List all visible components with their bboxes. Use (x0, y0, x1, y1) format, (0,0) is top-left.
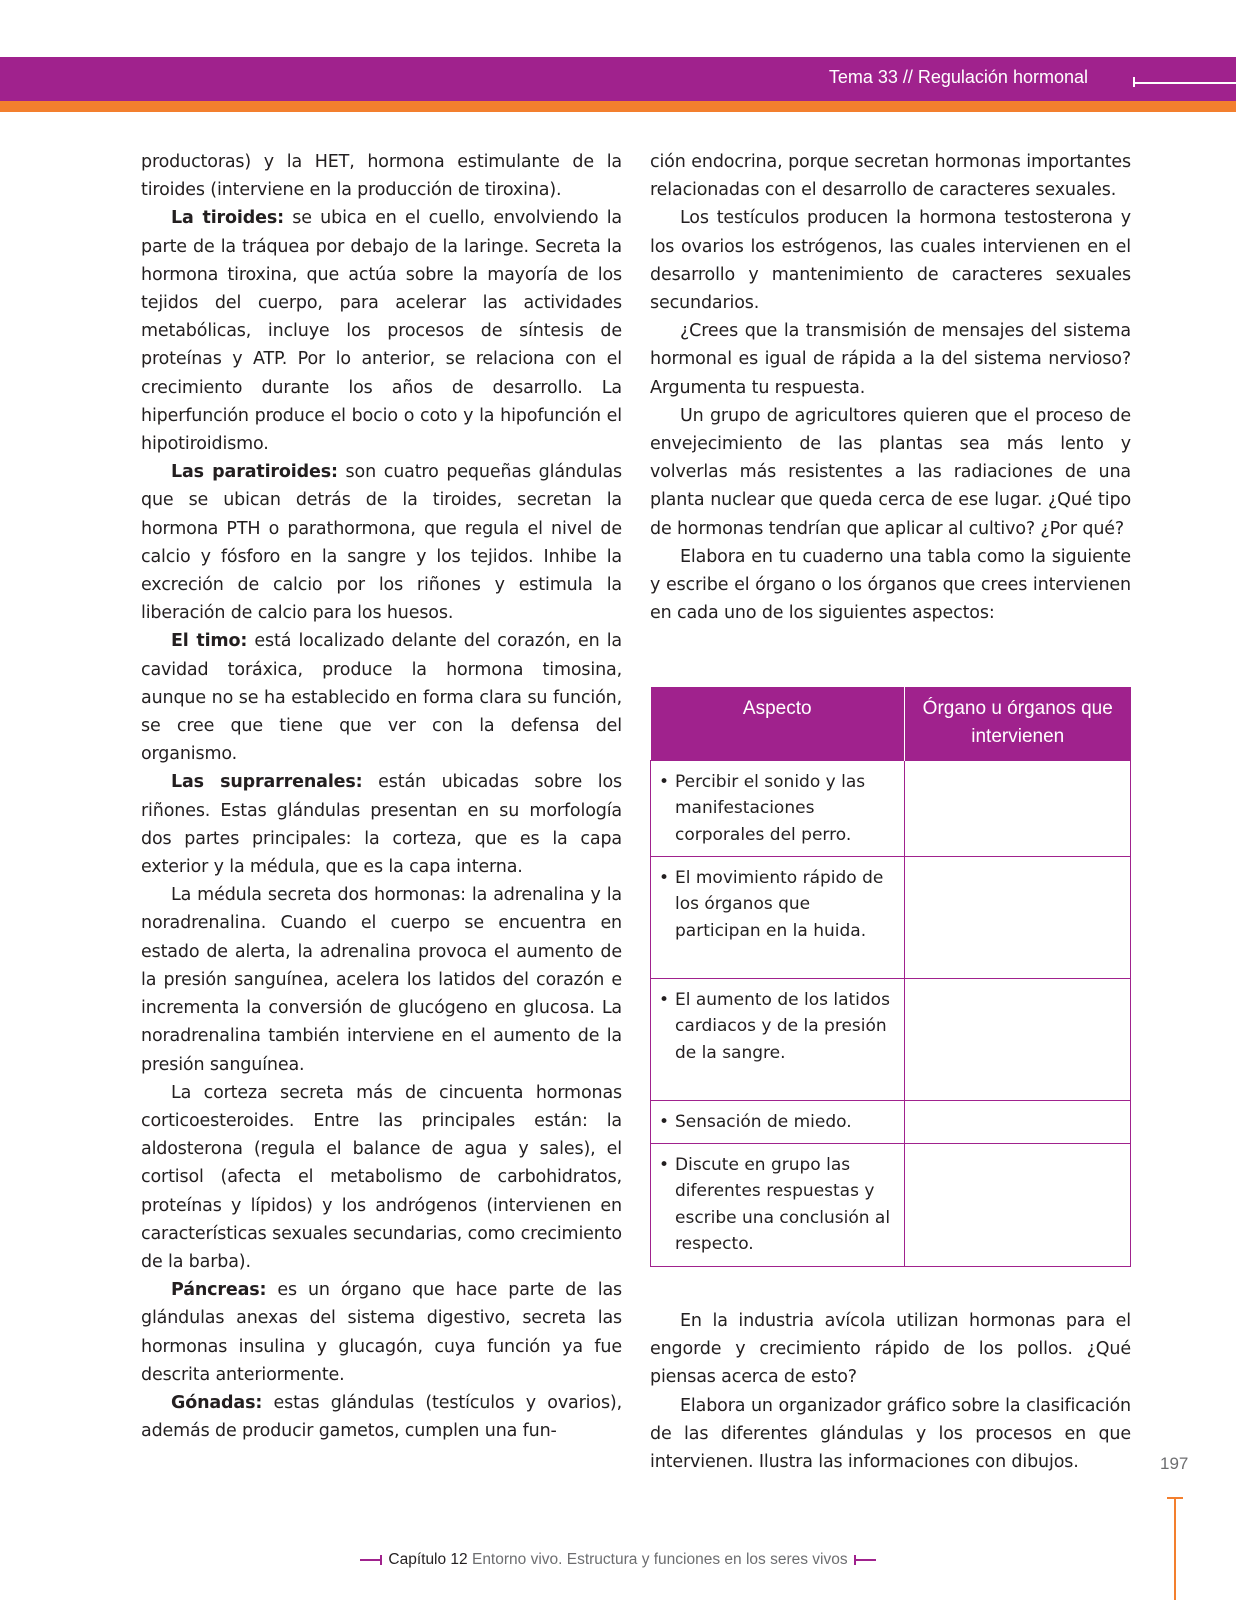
bullet-item: • Discute en grupo las diferentes respuestas y escribe una conclusión al respecto. (659, 1152, 896, 1258)
paragraph: La médula secreta dos hormonas: la adrenalina y la noradrenalina. Cuando el cuerpo se encuentra en estado de alerta, la adrenalina provoca el aumento de la presión sanguínea, acelera los latidos del corazón e incrementa la conversión de glucógeno en glucosa. La noradrenalina también interviene en el aumento de la presión sanguínea. (141, 885, 622, 1075)
definition: estas glándulas (testículos y ovarios), además de producir gametos, cumplen una fun- (141, 1392, 622, 1442)
paragraph-paratiroides (141, 458, 622, 627)
table-cell-organ (905, 856, 1131, 978)
question-paragraph: ¿Crees que la transmisión de mensajes del sistema hormonal es igual de rápida a la del sistema nervioso? Argumenta tu respuesta. (650, 321, 1131, 398)
table-cell-aspect (651, 1143, 905, 1266)
bullet-item: • Percibir el sonido y las manifestaciones corporales del perro. (659, 769, 896, 849)
paragraph: productoras) y la HET, hormona estimulante de la tiroides (interviene en la producción de tiroxina). (141, 152, 622, 201)
page-number: 197 (1160, 1454, 1189, 1473)
footer-chapter-title: Entorno vivo. Estructura y funciones en los seres vivos (467, 1551, 848, 1568)
footer (0, 1551, 1236, 1569)
table-row (651, 978, 1131, 1100)
table-cell-organ (905, 1100, 1131, 1143)
column-header-organ: Órgano u órganos que intervienen (905, 687, 1131, 760)
right-column (650, 148, 1131, 627)
paragraph-gonadas (141, 1389, 622, 1445)
page-title: Tema 33 // Regulación hormonal (828, 67, 1088, 87)
paragraph: ción endocrina, porque secretan hormonas importantes relacionadas con el desarrollo de caracteres sexuales. (650, 152, 1131, 201)
definition: están ubicadas sobre los riñones. Estas glándulas presentan en su morfología dos partes principales: la corteza, que es la capa exterior y la médula, que es la capa interna. (141, 772, 622, 878)
table-cell-aspect (651, 978, 905, 1100)
header-rule-tick (1133, 77, 1135, 87)
table-cell-organ (905, 760, 1131, 856)
paragraph: Los testículos producen la hormona testosterona y los ovarios los estrógenos, las cuales intervienen en el desarrollo y mantenimiento de caracteres sexuales secundarios. (650, 208, 1131, 314)
table-cell-organ (905, 1143, 1131, 1266)
footer-chapter: Capítulo 12 (388, 1551, 468, 1568)
table-cell-aspect (651, 856, 905, 978)
term: Gónadas: (171, 1392, 263, 1413)
bullet-item: • Sensación de miedo. (659, 1109, 896, 1136)
table-cell-organ (905, 978, 1131, 1100)
margin-rule (1174, 1497, 1176, 1600)
paragraph-timo (141, 627, 622, 768)
activity-table (650, 687, 1131, 1267)
table-row (651, 1100, 1131, 1143)
table-header-row (651, 687, 1131, 760)
footer-dash-left (360, 1559, 382, 1561)
definition: está localizado delante del corazón, en la cavidad toráxica, produce la hormona timosina, aunque no se ha establecido en forma clara su función, se cree que tiene que ver con la defensa del organismo. (141, 631, 623, 765)
bullet-item: • El movimiento rápido de los órganos que participan en la huida. (659, 865, 896, 945)
term: La tiroides: (171, 208, 284, 229)
paragraph-pancreas (141, 1276, 622, 1389)
left-column (141, 148, 622, 1445)
term: Las paratiroides: (171, 462, 338, 483)
lower-text (650, 1307, 1131, 1476)
table-cell-aspect (651, 1100, 905, 1143)
definition: son cuatro pequeñas glándulas que se ubican detrás de la tiroides, secretan la hormona PTH o parathormona, que regula el nivel de calcio y fósforo en la sangre y los tejidos. Inhibe la excreción de calcio por los riñones y estimula la liberación de calcio para los huesos. (141, 462, 622, 624)
table-cell-aspect (651, 760, 905, 856)
table-row (651, 1143, 1131, 1266)
term: Páncreas: (171, 1280, 267, 1301)
paragraph: La corteza secreta más de cincuenta hormonas corticoesteroides. Entre las principales están: la aldosterona (regula el balance de agua y sales), el cortisol (afecta el metabolismo de carbohidratos, proteínas y lípidos) y los andrógenos (intervienen en características sexuales secundarias, como crecimiento de la barba). (141, 1082, 622, 1272)
question-paragraph: En la industria avícola utilizan hormonas para el engorde y crecimiento rápido de los pollos. ¿Qué piensas acerca de esto? (650, 1311, 1131, 1388)
footer-dash-right (854, 1559, 876, 1561)
paragraph-tiroides (141, 204, 622, 458)
term: Las suprarrenales: (171, 772, 363, 793)
definition: se ubica en el cuello, envolviendo la parte de la tráquea por debajo de la laringe. Secreta la hormona tiroxina, que actúa sobre la mayoría de los tejidos del cuerpo, para acelerar las actividades metabólicas, incluye los procesos de síntesis de proteínas y ATP. Por lo anterior, se relaciona con el crecimiento durante los años de desarrollo. La hiperfunción produce el bocio o coto y la hipofunción el hipotiroidismo. (141, 208, 622, 455)
question-paragraph: Un grupo de agricultores quieren que el proceso de envejecimiento de las plantas sea más lento y volverlas más resistentes a las radiaciones de una planta nuclear que queda cerca de ese lugar. ¿Qué tipo de hormonas tendrían que aplicar al cultivo? ¿Por qué? (650, 405, 1131, 539)
bullet-item: • El aumento de los latidos cardiacos y de la presión de la sangre. (659, 987, 896, 1067)
column-header-aspect: Aspecto (651, 687, 905, 760)
activity-paragraph: Elabora un organizador gráfico sobre la clasificación de las diferentes glándulas y los procesos en que intervienen. Ilustra las informaciones con dibujos. (650, 1395, 1131, 1473)
table-row (651, 856, 1131, 978)
term: El timo: (171, 631, 248, 652)
definition: es un órgano que hace parte de las glándulas anexas del sistema digestivo, secreta las hormonas insulina y glucagón, cuya función ya fue descrita anteriormente. (141, 1280, 622, 1385)
header-rule (1133, 82, 1236, 84)
table-row (651, 760, 1131, 856)
header-accent-stripe (0, 101, 1236, 112)
activity-paragraph: Elabora en tu cuaderno una tabla como la siguiente y escribe el órgano o los órganos que crees intervienen en cada uno de los siguientes aspectos: (650, 546, 1131, 624)
paragraph-suprarrenales (141, 768, 622, 881)
